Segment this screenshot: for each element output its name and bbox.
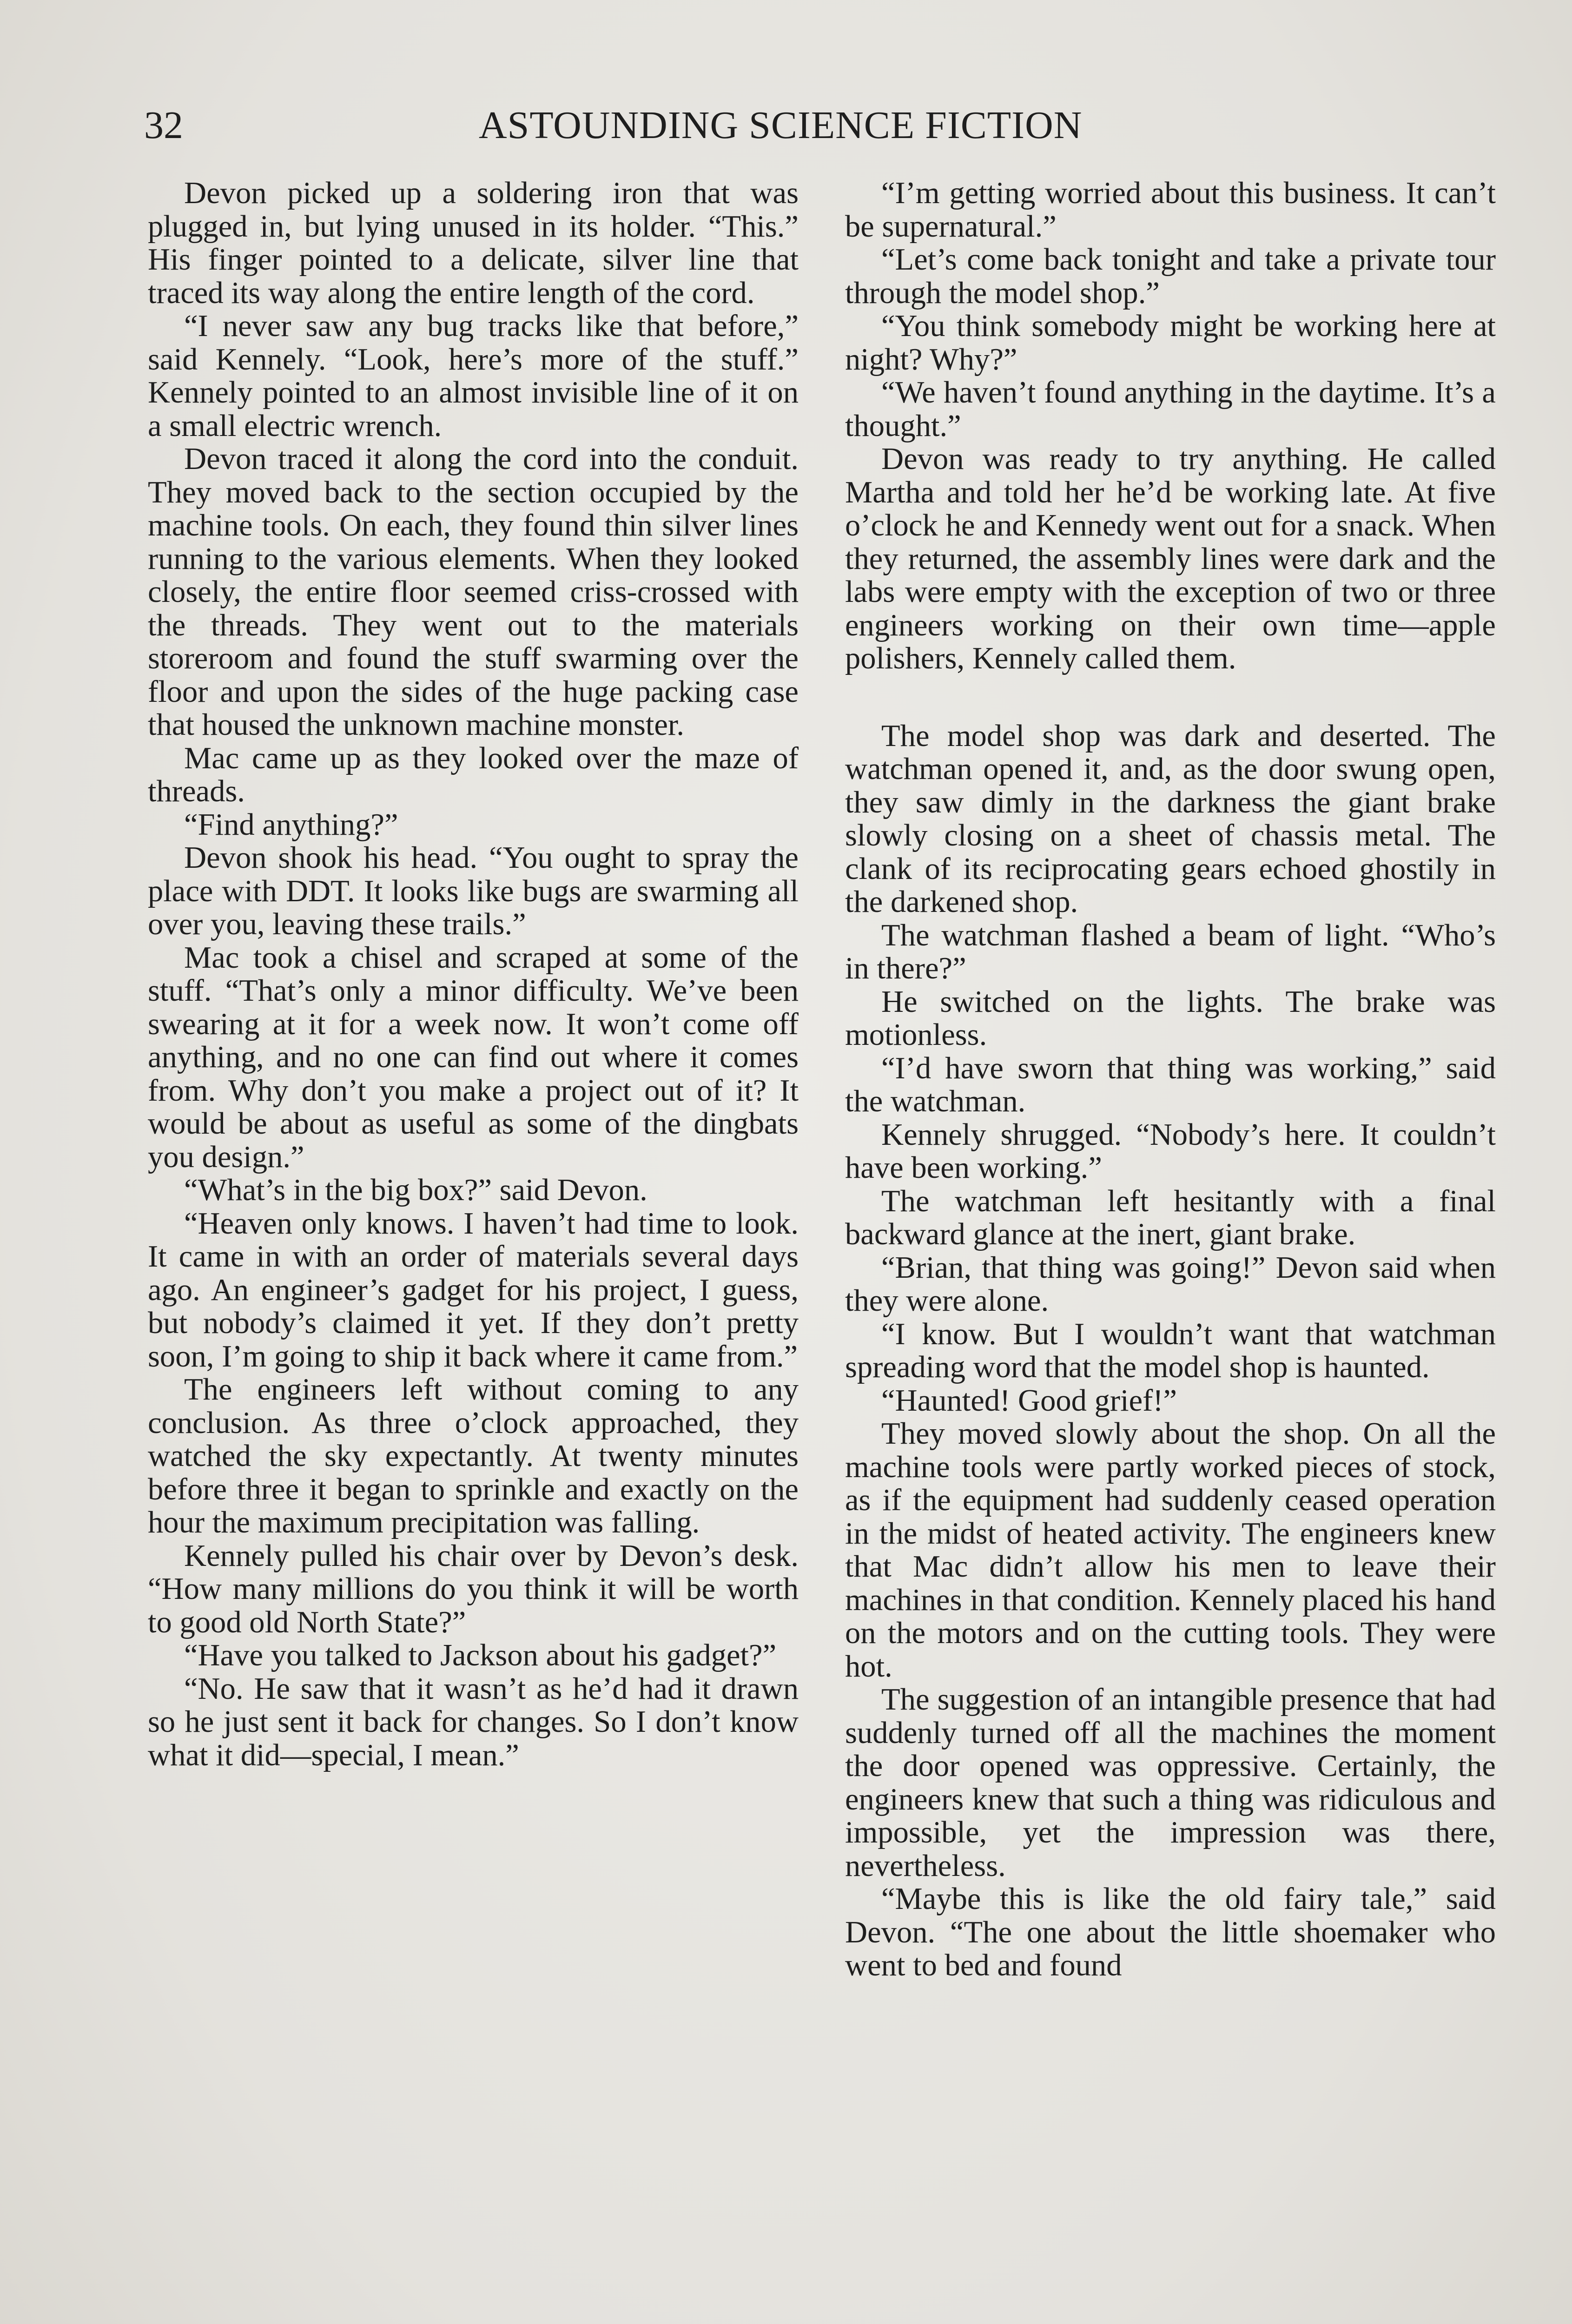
- paragraph: “Find anything?”: [184, 807, 398, 842]
- paragraph: “Have you talked to Jackson about his gadget?”: [184, 1638, 777, 1672]
- paragraph: “I’m getting worried about this business. It can’t be supernatural.”: [845, 176, 1496, 244]
- paragraph: Kennely pulled his chair over by Devon’s desk. “How many millions do you think it will be worth to good old North State?”: [148, 1538, 799, 1639]
- paragraph: Kennely shrugged. “Nobody’s here. It couldn’t have been working.”: [845, 1117, 1496, 1185]
- paragraph: Mac took a chisel and scraped at some of the stuff. “That’s only a minor difficulty. We’ve been swearing at it for a week now. It won’t come off anything, and no one can find out where it comes from. Why don’t you make a project out of it? It would be about as useful as some of the dingbats you design.”: [148, 940, 799, 1174]
- paragraph: “Let’s come back tonight and take a private tour through the model shop.”: [845, 243, 1496, 310]
- paragraph: The watchman left hesitantly with a final backward glance at the inert, giant brake.: [845, 1184, 1496, 1251]
- paragraph: “Maybe this is like the old fairy tale,” said Devon. “The one about the little shoemaker who went to bed and found: [845, 1882, 1496, 1982]
- paragraph: “Haunted! Good grief!”: [881, 1383, 1177, 1418]
- paragraph: “I never saw any bug tracks like that before,” said Kennely. “Look, here’s more of the stuff.” Kennely pointed to an almost invisible line of it on a small electric wrench.: [148, 309, 799, 443]
- paragraph: Devon shook his head. “You ought to spray the place with DDT. It looks like bugs are swarming all over you, leaving these trails.”: [148, 841, 799, 941]
- paragraph: “Brian, that thing was going!” Devon said when they were alone.: [845, 1250, 1496, 1318]
- paragraph: The model shop was dark and deserted. The watchman opened it, and, as the door swung open, they saw dimly in the darkness the giant brake slowly closing on a sheet of chassis metal. The clank of its reciprocating gears echoed ghostily in the darkened shop.: [845, 719, 1496, 919]
- paragraph: The engineers left without coming to any conclusion. As three o’clock approached, they watched the sky expectantly. At twenty minutes before three it began to sprinkle and exactly on the hour the maximum precipitation was falling.: [148, 1373, 799, 1539]
- paragraph: “No. He saw that it wasn’t as he’d had it drawn so he just sent it back for changes. So I don’t know what it did—special, I mean.”: [148, 1671, 799, 1772]
- paragraph: Devon picked up a soldering iron that was plugged in, but lying unused in its holder. “This.” His finger pointed to a delicate, silver line that traced its way along the entire length of the cord.: [148, 176, 799, 310]
- paragraph: The watchman flashed a beam of light. “Who’s in there?”: [845, 918, 1496, 985]
- left-column: [148, 177, 799, 1772]
- paragraph: The suggestion of an intangible presence that had suddenly turned off all the machines the moment the door opened was oppressive. Certainly, the engineers knew that such a thing was ridiculous and impossible, yet the impression was there, nevertheless.: [845, 1683, 1496, 1883]
- paragraph: “I know. But I wouldn’t want that watchman spreading word that the model shop is haunted.: [845, 1317, 1496, 1384]
- paragraph: “You think somebody might be working here at night? Why?”: [845, 309, 1496, 376]
- paragraph: Devon was ready to try anything. He called Martha and told her he’d be working late. At five o’clock he and Kennedy went out for a snack. When they returned, the assembly lines were dark and the labs were empty with the exception of two or three engineers working on their own time—apple polishers, Kennely called them.: [845, 442, 1496, 675]
- paragraph: They moved slowly about the shop. On all the machine tools were partly worked pieces of stock, as if the equipment had suddenly ceased operation in the midst of heated activity. The engineers knew that Mac didn’t allow his men to leave their machines in that condition. Kennely placed his hand on the motors and on the cutting tools. They were hot.: [845, 1417, 1496, 1684]
- paragraph: “What’s in the big box?” said Devon.: [184, 1173, 647, 1207]
- page-number: 32: [144, 104, 183, 147]
- paragraph: “Heaven only knows. I haven’t had time to look. It came in with an order of materials several days ago. An engineer’s gadget for his project, I guess, but nobody’s claimed it yet. If they don’t pretty soon, I’m going to ship it back where it came from.”: [148, 1206, 799, 1373]
- page-header: [144, 100, 1465, 151]
- magazine-title: ASTOUNDING SCIENCE FICTION: [479, 104, 1083, 147]
- paragraph: Mac came up as they looked over the maze of threads.: [148, 741, 799, 808]
- paragraph: Devon traced it along the cord into the conduit. They moved back to the section occupied by the machine tools. On each, they found thin silver lines running to the various elements. When they looked closely, the entire floor seemed criss-crossed with the threads. They went out to the materials storeroom and found the stuff swarming over the floor and upon the sides of the huge packing case that housed the unknown machine monster.: [148, 442, 799, 742]
- right-column: [845, 177, 1496, 1982]
- paragraph: He switched on the lights. The brake was motionless.: [845, 984, 1496, 1052]
- paragraph: “I’d have sworn that thing was working,” said the watchman.: [845, 1051, 1496, 1118]
- paragraph: “We haven’t found anything in the daytime. It’s a thought.”: [845, 376, 1496, 443]
